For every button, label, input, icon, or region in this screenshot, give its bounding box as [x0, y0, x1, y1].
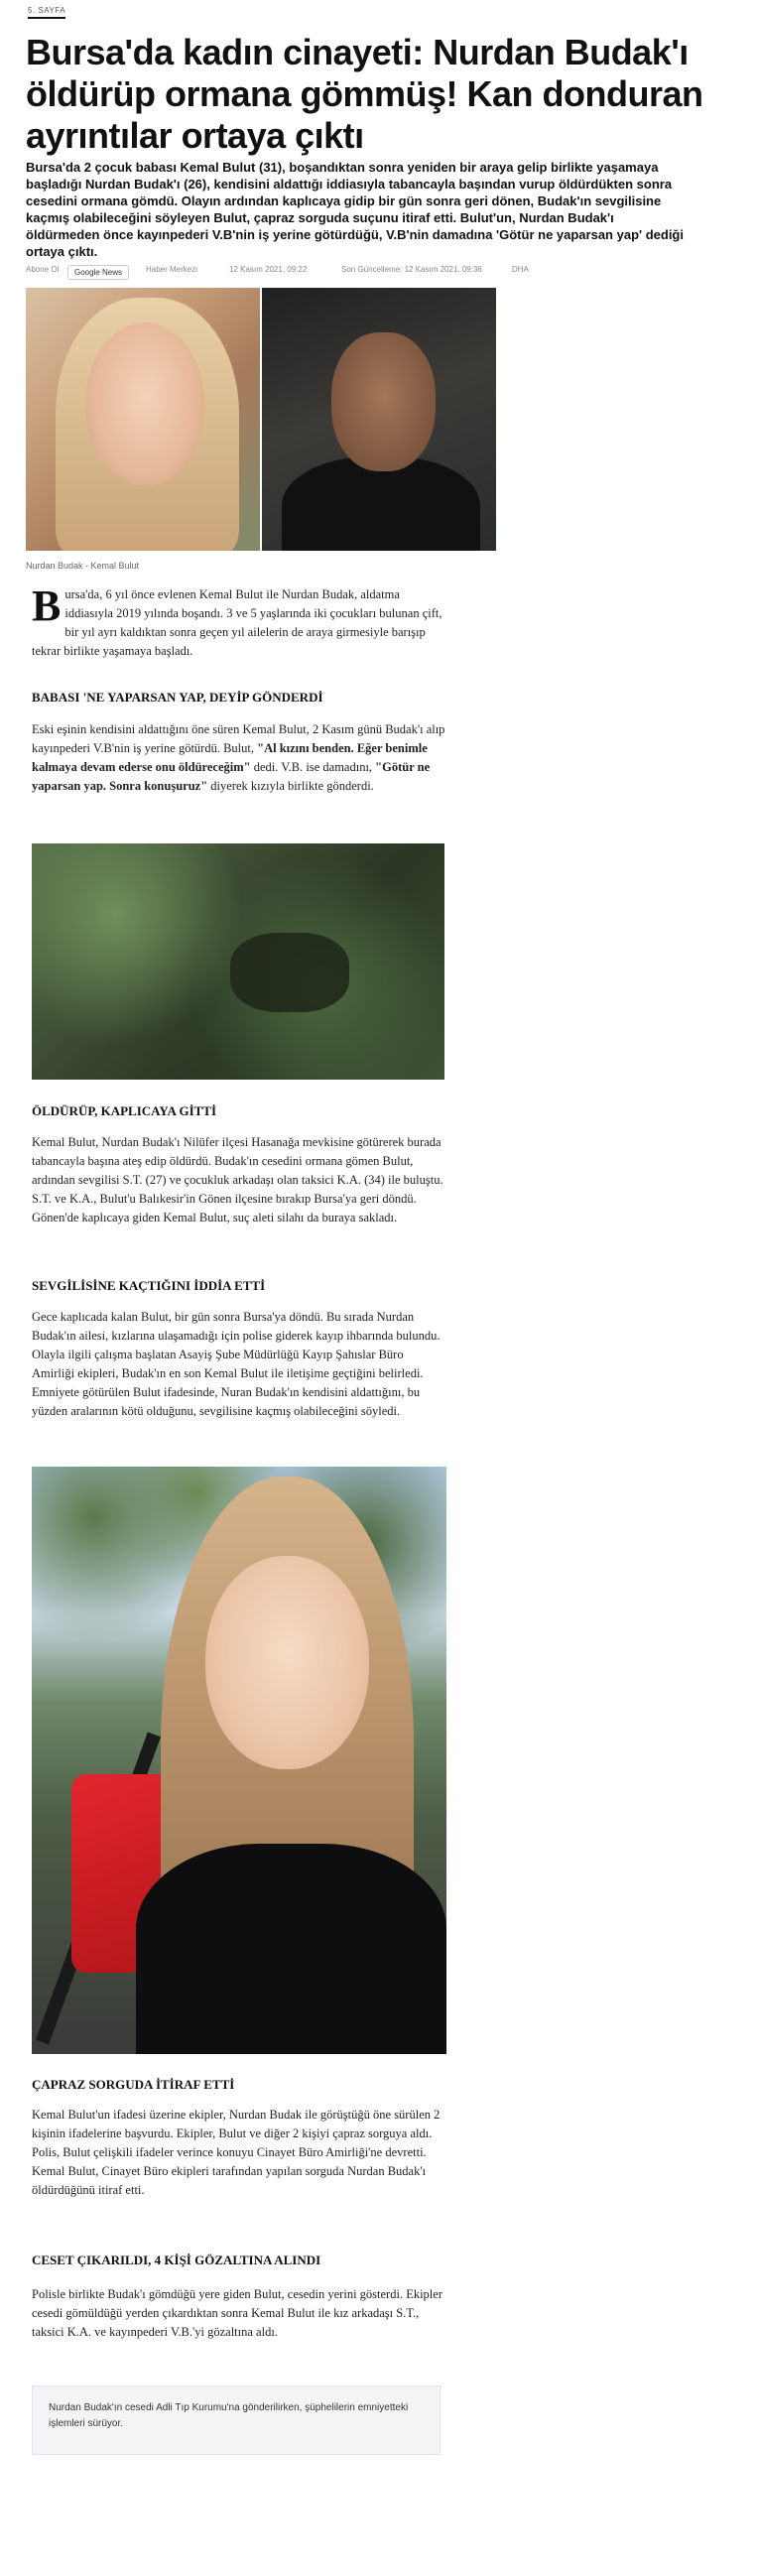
- google-news-button[interactable]: Google News: [67, 265, 129, 280]
- section-paragraph: Polisle birlikte Budak'ı gömdüğü yere giden Bulut, cesedin yerini gösterdi. Ekipler cesedi gömüldüğü yerden çıkardıktan sonra Kemal Bulut ile kız arkadaşı S.T., taksici K.A. ve kayınpederi V.B.'yi gözaltına aldı.: [32, 2287, 442, 2339]
- quote: "Al kızını benden. Eğer benimle kalmaya devam ederse onu öldüreceğim": [32, 741, 428, 774]
- editor-note: Nurdan Budak'ın cesedi Adli Tıp Kurumu'na gönderilirken, şüphelilerin emniyetteki işlemleri sürüyor.: [32, 2385, 441, 2455]
- follow-button[interactable]: Abone Ol: [26, 265, 60, 274]
- publish-date: 12 Kasım 2021, 09:22: [229, 265, 308, 274]
- author-desk: Haber Merkezi: [146, 265, 198, 274]
- photo-caption: Nurdan Budak - Kemal Bulut: [26, 561, 140, 571]
- headline: Bursa'da kadın cinayeti: Nurdan Budak'ı öldürüp ormana gömmüş! Kan donduran ayrıntılar ortaya çıktı: [26, 32, 703, 156]
- section-heading: SEVGİLİSİNE KAÇTIĞINI İDDİA ETTİ: [32, 1278, 266, 1293]
- section-paragraph: Kemal Bulut'un ifadesi üzerine ekipler, Nurdan Budak ile görüştüğü öne sürülen 2 kişinin ifadelerine başvurdu. Ekipler, Bulut ve diğer 2 kişiyi çapraz sorguya aldı. Polis, Bulut çelişkili ifadeler verince konuyu Cinayet Büro Amirliği'ne devretti. Kemal Bulut, Cinayet Büro ekipleri tarafından yapılan sorguda Nurdan Budak'ı öldürdüğünü itiraf etti.: [32, 2108, 441, 2197]
- intro-text: ursa'da, 6 yıl önce evlenen Kemal Bulut ile Nurdan Budak, aldatma iddiasıyla 2019 yılında boşandı. 3 ve 5 yaşlarında iki çocukları bulunan çift, bir yıl ayrı kaldıktan sonra geçen yıl ailelerin de araya girmesiyle barışıp tekrar birlikte yaşamaya başladı.: [32, 587, 442, 658]
- section-paragraph: Eski eşinin kendisini aldattığını öne süren Kemal Bulut, 2 Kasım günü Budak'ı alıp kayınpederi V.B'nin iş yerine götürdü. Bulut, "Al kızını benden. Eğer benimle kalmaya devam ederse onu öldüreceğim" dedi. V.B. ise damadını, "Götür ne yaparsan yap. Sonra konuşuruz" diyerek kızıyla birlikte gönderdi.: [32, 722, 445, 793]
- section-tag[interactable]: 5. SAYFA: [28, 6, 65, 19]
- article-meta: [26, 263, 720, 277]
- section-heading: CESET ÇIKARILDI, 4 KİŞİ GÖZALTINA ALINDI: [32, 2253, 321, 2267]
- updated-date: Son Güncelleme: 12 Kasım 2021, 09:36: [341, 265, 482, 274]
- news-agency: DHA: [512, 265, 529, 274]
- quote: "Götür ne yaparsan yap. Sonra konuşuruz": [32, 760, 431, 793]
- photo-nurdan-budak: [26, 288, 260, 551]
- section-paragraph: Kemal Bulut, Nurdan Budak'ı Nilüfer ilçesi Hasanağa mevkisine götürerek burada tabancayla başına ateş edip öldürdü. Budak'ın cesedini ormana gömen Bulut, ardından sevgilisi S.T. (27) ve çocukluk arkadaşı olan taksici K.A. (34) ile buluştu. S.T. ve K.A., Bulut'u Balıkesir'in Gönen ilçesine bırakıp Bursa'ya geri döndü. Gönen'de kaplıcaya giden Kemal Bulut, suç aleti silahı da buraya sakladı.: [32, 1135, 443, 1224]
- section-heading: ÇAPRAZ SORGUDA İTİRAF ETTİ: [32, 2077, 235, 2092]
- dropcap: B: [32, 581, 62, 630]
- section-heading: ÖLDÜRÜP, KAPLICAYA GİTTİ: [32, 1103, 217, 1118]
- crime-scene-photo: [32, 843, 444, 1080]
- photo-pair: [26, 288, 496, 551]
- intro-paragraph: [32, 581, 448, 661]
- section-paragraph: Gece kaplıcada kalan Bulut, bir gün sonra Bursa'ya döndü. Bu sırada Nurdan Budak'ın ailesi, kızlarına ulaşamadığı için polise giderek kayıp ihbarında bulundu. Olayla ilgili çalışma başlatan Asayiş Şube Müdürlüğü Kayıp Şahıslar Büro Amirliği ekipleri, Budak'ın en son Kemal Bulut ile iletişime geçtiğini belirledi. Emniyete götürülen Bulut ifadesinde, Nuran Budak'ın kendisini aldattığını, bu yüzden aralarının kötü olduğunu, sevgilisine kaçmış olabileceğini söyledi.: [32, 1310, 441, 1418]
- photo-kemal-bulut: [262, 288, 496, 551]
- lede: Bursa'da 2 çocuk babası Kemal Bulut (31), boşandıktan sonra yeniden bir araya gelip birlikte yaşamaya başladığı Nurdan Budak'ı (26), kendisini aldattığı iddiasıyla tabancayla başından vurup öldürdükten sonra cesedini ormana gömdü. Olayın ardından kaplıcaya gidip bir gün sonra geri dönen, Budak'ın sevgilisine kaçmış olabileceğini söyleyen Bulut, çapraz sorguda suçunu itiraf etti. Bulut'un, Nurdan Budak'ı öldürmeden önce kayınpederi V.B'nin iş yerine götürdüğü, V.B'nin damadına 'Götür ne yaparsan yap' dediği ortaya çıktı.: [26, 160, 684, 259]
- photo-nurdan-budak-portrait: [32, 1467, 446, 2054]
- section-heading: BABASI 'NE YAPARSAN YAP, DEYİP GÖNDERDİ: [32, 690, 323, 705]
